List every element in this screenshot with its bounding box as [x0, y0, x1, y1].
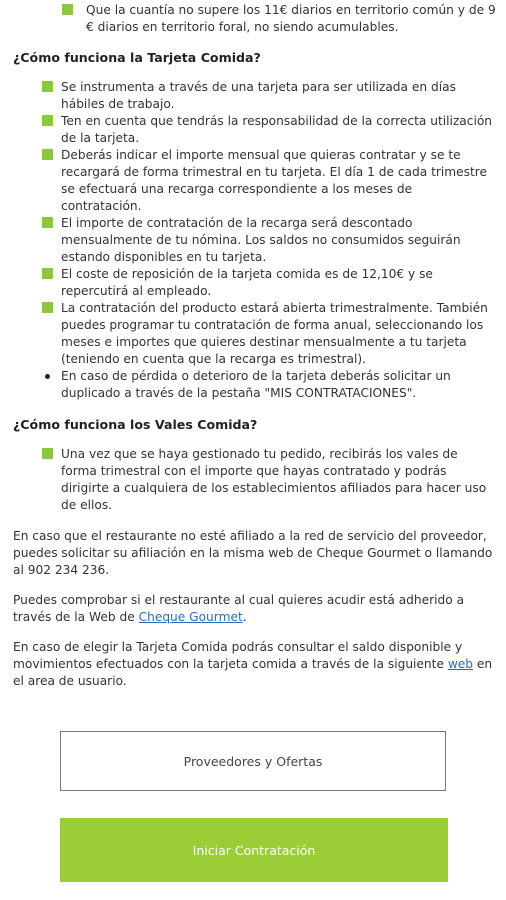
list-item-text: Deberás indicar el importe mensual que quieras contratar y se te recargará de forma trimestral en tu tarjeta. El día 1 de cada trimestre se efectuará una recarga correspondiente a los meses de contratación.	[61, 148, 487, 213]
green-square-bullet-icon	[42, 81, 53, 92]
list-item-text: En caso de pérdida o deterioro de la tarjeta deberás solicitar un duplicado a través de la pestaña "MIS CONTRATACIONES".	[61, 369, 451, 400]
green-square-bullet-icon	[42, 268, 53, 279]
black-dot-bullet-icon	[45, 374, 50, 379]
list-item	[13, 215, 495, 266]
list-item	[13, 113, 495, 147]
green-square-bullet-icon	[42, 115, 53, 126]
start-contract-label: Iniciar Contratación	[192, 842, 316, 858]
vales-list	[13, 446, 495, 514]
list-item-text: El importe de contratación de la recarga será descontado mensualmente de tu nómina. Los saldos no consumidos seguirán estando disponibles en tu tarjeta.	[61, 216, 461, 264]
list-item-text: Una vez que se haya gestionado tu pedido, recibirás los vales de forma trimestral con el importe que hayas contratado y podrás dirigirte a cualquiera de los establecimientos afiliados para hacer uso de ellos.	[61, 447, 487, 512]
list-item	[13, 79, 495, 113]
list-item	[13, 266, 495, 300]
cheque-gourmet-link[interactable]: Cheque Gourmet	[138, 610, 243, 624]
requirements-list	[62, 2, 502, 36]
tarjeta-section-title: ¿Cómo funciona la Tarjeta Comida?	[13, 50, 261, 65]
green-square-bullet-icon	[42, 149, 53, 160]
paragraph-text: Puedes comprobar si el restaurante al cual quieres acudir está adherido a través de la Web de	[13, 593, 465, 624]
green-square-bullet-icon	[42, 448, 53, 459]
green-square-bullet-icon	[42, 302, 53, 313]
start-contract-button[interactable]	[60, 818, 448, 882]
list-item-text: La contratación del producto estará abierta trimestralmente. También puedes programar tu contratación de forma anual, seleccionando los meses e importes que quieres destinar mensualmente a tu tarjeta (teniendo en cuenta que la recarga es trimestral).	[61, 301, 488, 366]
tarjeta-list	[13, 79, 495, 402]
tarjeta-balance-paragraph	[13, 639, 495, 690]
green-square-bullet-icon	[62, 4, 73, 15]
paragraph-text: En caso de elegir la Tarjeta Comida podrás consultar el saldo disponible y movimientos efectuados con la tarjeta comida a través de la siguiente	[13, 640, 463, 671]
list-item	[13, 368, 495, 402]
paragraph-text: en el area de usuario.	[13, 657, 493, 688]
list-item	[13, 147, 495, 215]
list-item	[13, 446, 495, 514]
vales-section-title: ¿Cómo funciona los Vales Comida?	[13, 417, 258, 432]
green-square-bullet-icon	[42, 217, 53, 228]
web-link[interactable]: web	[447, 657, 474, 671]
list-item	[62, 2, 502, 36]
check-restaurant-paragraph	[13, 592, 495, 626]
providers-offers-button[interactable]	[60, 731, 446, 791]
paragraph-text: .	[242, 610, 247, 624]
list-item-text: Se instrumenta a través de una tarjeta para ser utilizada en días hábiles de trabajo.	[61, 80, 456, 111]
providers-offers-label: Proveedores y Ofertas	[183, 753, 323, 769]
list-item-text: El coste de reposición de la tarjeta comida es de 12,10€ y se repercutirá al empleado.	[61, 267, 433, 298]
list-item	[13, 300, 495, 368]
list-item-text: Ten en cuenta que tendrás la responsabilidad de la correcta utilización de la tarjeta.	[61, 114, 493, 145]
list-item-text: Que la cuantía no supere los 11€ diarios en territorio común y de 9 € diarios en territorio foral, no siendo acumulables.	[86, 3, 496, 34]
affiliation-paragraph: En caso que el restaurante no esté afiliado a la red de servicio del proveedor, puedes solicitar su afiliación en la misma web de Cheque Gourmet o llamando al 902 234 236.	[13, 529, 493, 577]
